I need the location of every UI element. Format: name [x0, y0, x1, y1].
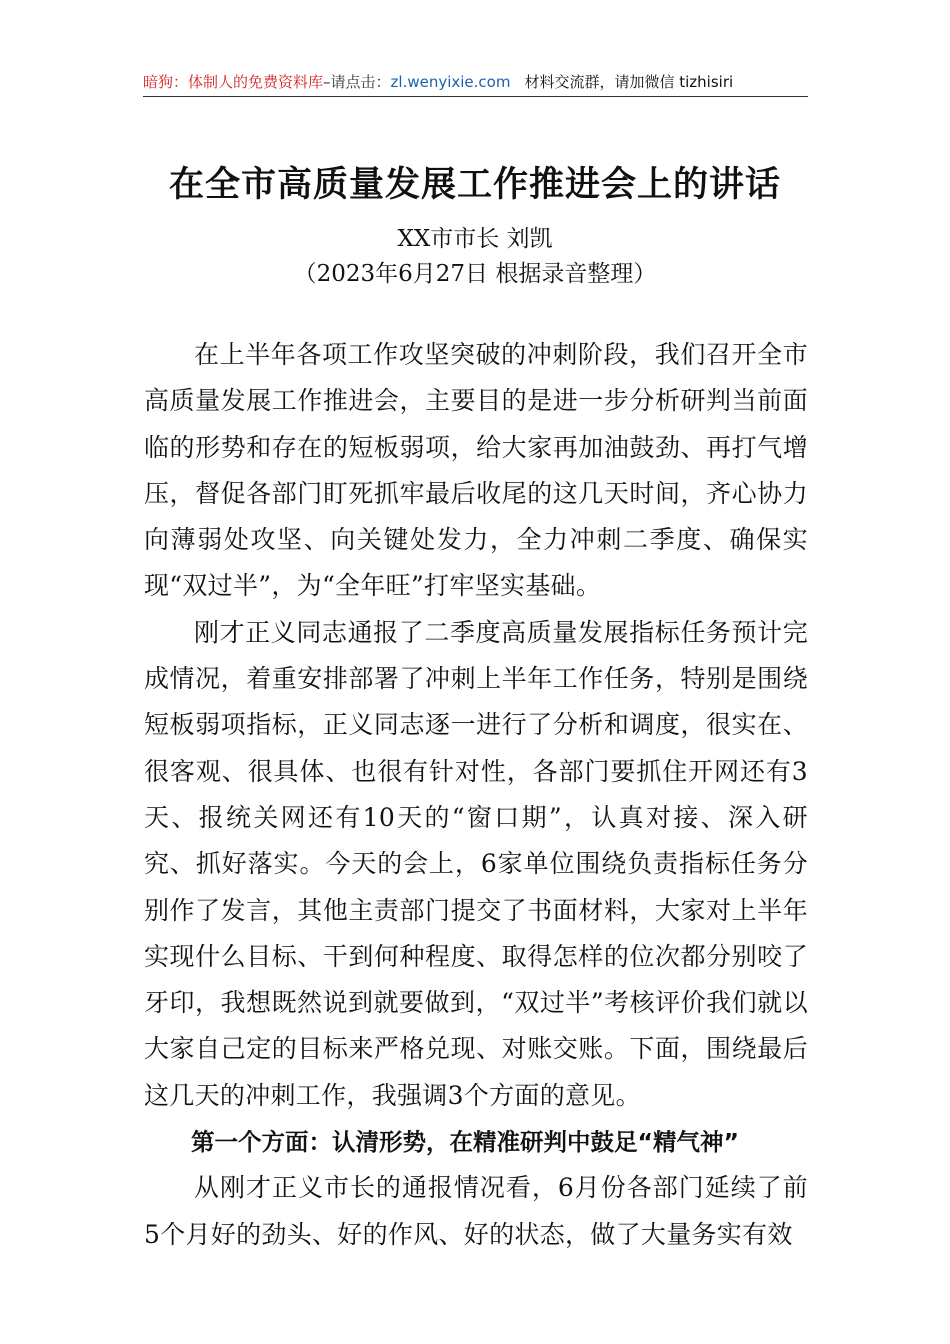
paragraph-summary: 刚才正义同志通报了二季度高质量发展指标任务预计完成情况，着重安排部署了冲刺上半年工作任务，特别是围绕短板弱项指标，正义同志逐一进行了分析和调度，很实在、很客观、很具体、也很有针对性，各部门要抓住开网还有3天、报统关网还有10天的“窗口期”，认真对接、深入研究、抓好落实。今天的会上，6家单位围绕负责指标任务分别作了发言，其他主责部门提交了书面材料，大家对上半年实现什么目标、干到何种程度、取得怎样的位次都分别咬了牙印，我想既然说到就要做到，“双过半”考核评价我们就以大家自己定的目标来严格兑现、对账交账。下面，围绕最后这几天的冲刺工作，我强调3个方面的意见。 [144, 617, 808, 1110]
document-title: 在全市高质量发展工作推进会上的讲话 [168, 164, 781, 205]
header-separator: –请点击： [323, 73, 391, 91]
section-heading: 第一个方面：认清形势，在精准研判中鼓足“精气神” [191, 1128, 739, 1157]
page-header [143, 68, 808, 97]
header-link[interactable]: zl.wenyixie.com [390, 73, 511, 91]
speaker-line: XX市市长 刘凯 [397, 226, 553, 252]
header-contact: 材料交流群，请加微信 tizhisiri [524, 73, 734, 91]
section-paragraph: 从刚才正义市长的通报情况看，6月份各部门延续了前5个月好的劲头、好的作风、好的状态，做了大量务实有效 [144, 1173, 808, 1249]
document-body [144, 332, 808, 1258]
date-note: （2023年6月27日 根据录音整理） [293, 261, 657, 287]
header-site-name[interactable]: 暗狗：体制人的免费资料库 [143, 73, 324, 91]
paragraph-intro: 在上半年各项工作攻坚突破的冲刺阶段，我们召开全市高质量发展工作推进会，主要目的是进一步分析研判当前面临的形势和存在的短板弱项，给大家再加油鼓劲、再打气增压，督促各部门盯死抓牢最后收尾的这几天时间，齐心协力向薄弱处攻坚、向关键处发力，全力冲刺二季度、确保实现“双过半”，为“全年旺”打牢坚实基础。 [144, 340, 808, 601]
